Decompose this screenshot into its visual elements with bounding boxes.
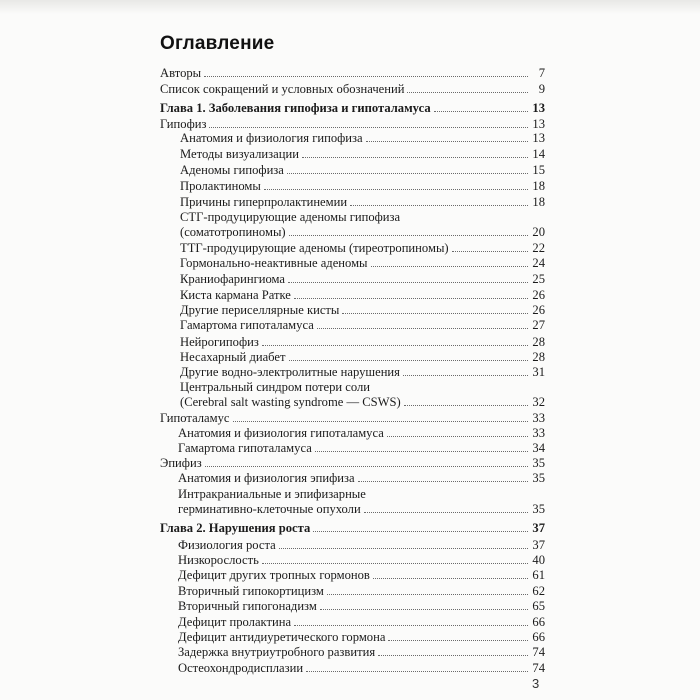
leader-dots xyxy=(262,562,528,564)
toc-page-number: 61 xyxy=(532,568,545,582)
toc-entry-row xyxy=(180,318,545,332)
toc-page-number: 28 xyxy=(532,350,545,364)
toc-entry-row xyxy=(178,645,545,659)
toc-entry-row xyxy=(178,441,545,455)
toc-entry-title: Авторы xyxy=(160,66,202,80)
toc-entry-row xyxy=(180,395,545,409)
toc-entry-title: Список сокращений и условных обозначений xyxy=(160,82,405,96)
leader-dots xyxy=(315,450,528,452)
toc-entry-row xyxy=(180,365,545,379)
toc-entry-title: Дефицит антидиуретического гормона xyxy=(178,630,386,644)
toc-page-number: 33 xyxy=(532,426,545,440)
toc-entry-title: Несахарный диабет xyxy=(180,350,286,364)
leader-dots xyxy=(209,126,528,128)
toc-entry-row xyxy=(160,456,545,470)
toc-page-number: 25 xyxy=(532,272,545,286)
page-number: 3 xyxy=(532,676,540,691)
leader-dots xyxy=(320,608,528,610)
leader-dots xyxy=(388,639,528,641)
toc-page-number: 62 xyxy=(532,584,545,598)
toc-page-number: 26 xyxy=(532,288,545,302)
leader-dots xyxy=(387,435,528,437)
toc-entry-title: Низкорослость xyxy=(178,553,259,567)
toc-entry-title: Интракраниальные и эпифизарные xyxy=(178,487,366,501)
leader-dots xyxy=(264,188,528,190)
toc-page-number: 33 xyxy=(532,411,545,425)
toc-entry-title: Остеохондродисплазии xyxy=(178,661,304,675)
toc-entry-title: Анатомия и физиология гипофиза xyxy=(180,131,363,145)
page-title: Оглавление xyxy=(160,33,275,54)
toc-page-number: 7 xyxy=(538,66,545,80)
toc-entry-row xyxy=(160,82,545,96)
toc-entry-title: герминативно-клеточные опухоли xyxy=(178,502,361,516)
toc-entry-row xyxy=(178,661,545,675)
toc-entry-title: Методы визуализации xyxy=(180,147,299,161)
leader-dots xyxy=(306,670,528,672)
leader-dots xyxy=(233,420,529,422)
toc-entry-title: Гамартома гипоталамуса xyxy=(178,441,312,455)
toc-entry-title: Глава 1. Заболевания гипофиза и гипоталамуса xyxy=(160,101,431,115)
toc-entry-row xyxy=(160,117,545,131)
leader-dots xyxy=(204,75,528,77)
leader-dots xyxy=(378,654,528,656)
toc-entry-title: Причины гиперпролактинемии xyxy=(180,195,348,209)
toc-page-number: 65 xyxy=(532,599,545,613)
toc-entry-row xyxy=(180,225,545,239)
toc-entry-row xyxy=(178,502,545,516)
toc-entry-row xyxy=(178,599,545,613)
toc-page-number: 37 xyxy=(532,521,545,535)
toc-page-number: 22 xyxy=(532,241,545,255)
toc-page-number: 37 xyxy=(532,538,545,552)
toc-entry-row xyxy=(178,568,545,582)
toc-entry-title: Вторичный гипокортицизм xyxy=(178,584,324,598)
toc-entry-title: Нейрогипофиз xyxy=(180,335,259,349)
leader-dots xyxy=(287,172,528,174)
toc-page-number: 28 xyxy=(532,335,545,349)
toc-entry-row xyxy=(180,241,545,255)
toc-page-number: 74 xyxy=(532,645,545,659)
toc-entry-title: ТТГ-продуцирующие аденомы (тиреотропиномы) xyxy=(180,241,449,255)
leader-dots xyxy=(407,91,528,93)
toc-page-number: 13 xyxy=(532,101,545,115)
toc-entry-title: Задержка внутриутробного развития xyxy=(178,645,376,659)
leader-dots xyxy=(366,140,528,142)
toc-entry-title: (соматотропиномы) xyxy=(180,225,286,239)
toc-entry-title: Пролактиномы xyxy=(180,179,261,193)
leader-dots xyxy=(342,312,528,314)
leader-dots xyxy=(289,234,528,236)
toc-entry-title: Дефицит других тропных гормонов xyxy=(178,568,370,582)
toc-entry-title: Другие водно-электролитные нарушения xyxy=(180,365,400,379)
toc-entry-row xyxy=(178,630,545,644)
leader-dots xyxy=(294,624,528,626)
toc-page-number: 32 xyxy=(532,395,545,409)
leader-dots xyxy=(294,297,528,299)
toc-page-number: 13 xyxy=(532,117,545,131)
toc-page-number: 74 xyxy=(532,661,545,675)
toc-page-number: 18 xyxy=(532,195,545,209)
toc-entry-title: Киста кармана Ратке xyxy=(180,288,291,302)
toc-page-number: 26 xyxy=(532,303,545,317)
toc-entry-row xyxy=(178,426,545,440)
toc-entry-title: Вторичный гипогонадизм xyxy=(178,599,317,613)
leader-dots xyxy=(205,465,528,467)
leader-dots xyxy=(434,110,528,112)
leader-dots xyxy=(302,156,528,158)
leader-dots xyxy=(358,480,528,482)
toc-page-number: 35 xyxy=(532,502,545,516)
toc-entry-title: Анатомия и физиология эпифиза xyxy=(178,471,355,485)
toc-page-number: 66 xyxy=(532,615,545,629)
toc-entry-title: Центральный синдром потери соли xyxy=(180,380,371,394)
toc-page-number: 15 xyxy=(532,163,545,177)
toc-entry-row xyxy=(180,335,545,349)
leader-dots xyxy=(289,359,528,361)
leader-dots xyxy=(373,577,528,579)
toc-entry-title: Дефицит пролактина xyxy=(178,615,292,629)
leader-dots xyxy=(452,250,528,252)
toc-entry-title: Гормонально-неактивные аденомы xyxy=(180,256,368,270)
toc-page-number: 13 xyxy=(532,131,545,145)
leader-dots xyxy=(313,530,528,532)
toc-entry-row xyxy=(160,411,545,425)
toc-entry-title: Аденомы гипофиза xyxy=(180,163,284,177)
toc-entry-row xyxy=(178,584,545,598)
toc-page-number: 40 xyxy=(532,553,545,567)
leader-dots xyxy=(371,265,528,267)
toc-entry-row xyxy=(178,615,545,629)
toc-entry-row xyxy=(180,272,545,286)
toc-chapter-row xyxy=(160,101,545,115)
toc-entry-row xyxy=(180,131,545,145)
toc-entry-title: Физиология роста xyxy=(178,538,276,552)
toc-entry-title: Эпифиз xyxy=(160,456,202,470)
toc-entry-row xyxy=(180,195,545,209)
toc-entry-row xyxy=(180,350,545,364)
toc-page-number: 35 xyxy=(532,471,545,485)
toc-entry-row xyxy=(180,147,545,161)
leader-dots xyxy=(262,344,528,346)
leader-dots xyxy=(364,511,528,513)
toc-entry-title: СТГ-продуцирующие аденомы гипофиза xyxy=(180,210,401,224)
leader-dots xyxy=(288,281,528,283)
toc-entry-title: Гипоталамус xyxy=(160,411,230,425)
toc-page-number: 9 xyxy=(538,82,545,96)
leader-dots xyxy=(327,593,528,595)
toc-entry-row xyxy=(178,553,545,567)
leader-dots xyxy=(350,204,528,206)
toc-page-number: 20 xyxy=(532,225,545,239)
toc-page-number: 31 xyxy=(532,365,545,379)
toc-entry-title: Гипофиз xyxy=(160,117,207,131)
toc-entry-row xyxy=(180,288,545,302)
toc-page-number: 14 xyxy=(532,147,545,161)
leader-dots xyxy=(404,404,528,406)
toc-entry-title: (Cerebral salt wasting syndrome — CSWS) xyxy=(180,395,401,409)
toc-entry-title: Анатомия и физиология гипоталамуса xyxy=(178,426,384,440)
toc-entry-row xyxy=(180,179,545,193)
toc-entry-title: Другие периселлярные кисты xyxy=(180,303,340,317)
toc-entry-row xyxy=(180,256,545,270)
toc-entry-title: Глава 2. Нарушения роста xyxy=(160,521,311,535)
toc-page-number: 27 xyxy=(532,318,545,332)
toc-entry-title: Гамартома гипоталамуса xyxy=(180,318,314,332)
toc-chapter-row xyxy=(160,521,545,535)
toc-page-number: 66 xyxy=(532,630,545,644)
toc-entry-row xyxy=(178,538,545,552)
toc-page-number: 35 xyxy=(532,456,545,470)
toc-entry-row xyxy=(180,163,545,177)
toc-entry-row xyxy=(178,471,545,485)
toc-entry-row xyxy=(180,303,545,317)
leader-dots xyxy=(403,374,528,376)
leader-dots xyxy=(317,327,528,329)
toc-entry-title: Краниофарингиома xyxy=(180,272,286,286)
leader-dots xyxy=(279,547,528,549)
toc-page-number: 18 xyxy=(532,179,545,193)
toc-entry-row xyxy=(160,66,545,80)
toc-page-number: 24 xyxy=(532,256,545,270)
toc-page-number: 34 xyxy=(532,441,545,455)
